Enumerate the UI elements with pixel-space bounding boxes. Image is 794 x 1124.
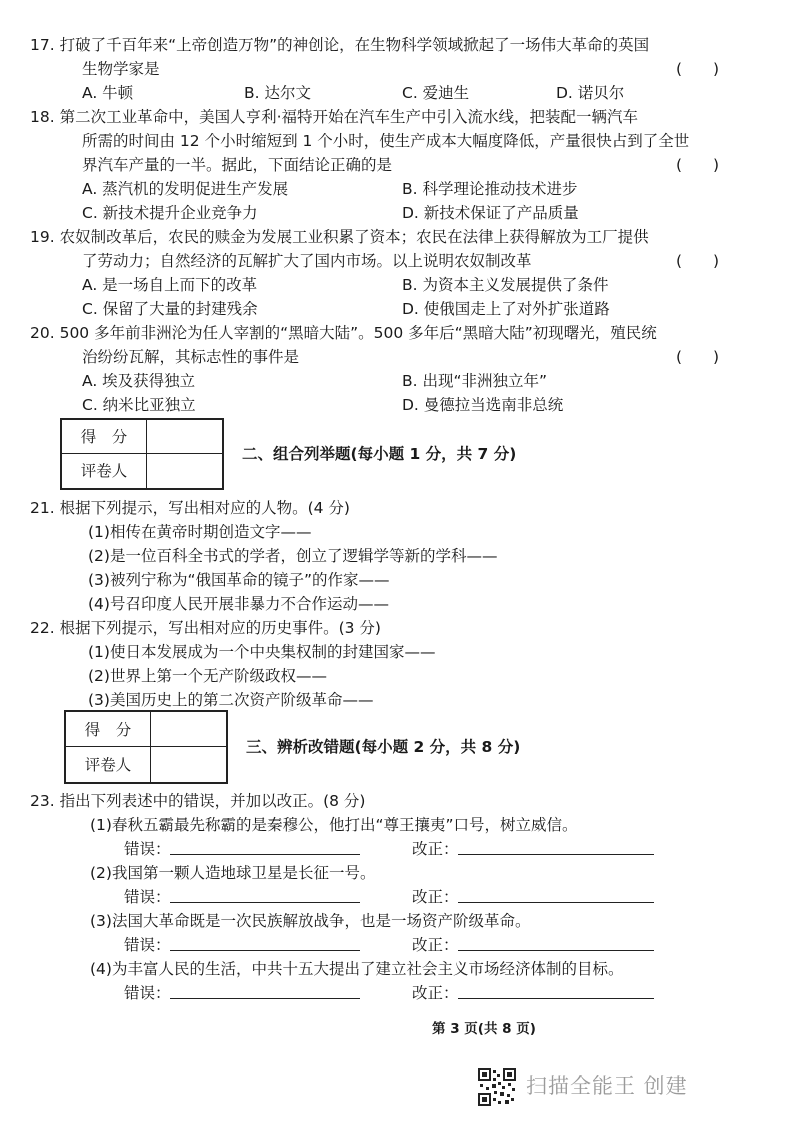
q22-item-2: (2)世界上第一个无产阶级政权——: [88, 667, 327, 685]
score-box-divider: [62, 453, 222, 454]
q22-stem: 22. 根据下列提示，写出相对应的历史事件。(3 分): [30, 619, 381, 637]
score-field[interactable]: [148, 420, 222, 453]
q21-item-1: (1)相传在黄帝时期创造文字——: [88, 523, 312, 541]
q19-stem-line1: 19. 农奴制改革后，农民的赎金为发展工业积累了资本；农民在法律上获得解放为工厂提供: [30, 228, 649, 246]
q21-item-2: (2)是一位百科全书式的学者，创立了逻辑学等新的学科——: [88, 547, 498, 565]
q17-option-a: A. 牛顿: [82, 84, 134, 102]
q21-stem: 21. 根据下列提示，写出相对应的人物。(4 分): [30, 499, 350, 517]
q20-answer-paren[interactable]: ( ): [676, 348, 720, 366]
q20-option-a: A. 埃及获得独立: [82, 372, 196, 390]
q23-3-error-blank[interactable]: [170, 950, 360, 951]
q23-error-label: 错误：: [124, 888, 171, 906]
q22-item-1: (1)使日本发展成为一个中央集权制的封建国家——: [88, 643, 436, 661]
q23-3-fix-blank[interactable]: [458, 950, 654, 951]
q20-option-c: C. 纳米比亚独立: [82, 396, 196, 414]
q17-option-d: D. 诺贝尔: [556, 84, 625, 102]
q17-stem-line2: 生物学家是: [82, 60, 160, 78]
q18-option-c: C. 新技术提升企业竞争力: [82, 204, 258, 222]
grader-field[interactable]: [148, 455, 222, 488]
score-label: 得 分: [84, 721, 132, 739]
q18-option-d: D. 新技术保证了产品质量: [402, 204, 579, 222]
q20-option-b: B. 出现“非洲独立年”: [402, 372, 548, 390]
q17-option-c: C. 爱迪生: [402, 84, 470, 102]
q20-stem-line2: 治纷纷瓦解，其标志性的事件是: [82, 348, 300, 366]
q19-answer-paren[interactable]: ( ): [676, 252, 720, 270]
section3-title: 三、辨析改错题(每小题 2 分，共 8 分): [246, 738, 521, 756]
page-number: 第 3 页(共 8 页): [432, 1021, 536, 1037]
q19-option-b: B. 为资本主义发展提供了条件: [402, 276, 609, 294]
q21-item-4: (4)号召印度人民开展非暴力不合作运动——: [88, 595, 389, 613]
q18-stem-line1: 18. 第二次工业革命中，美国人亨利·福特开始在汽车生产中引入流水线，把装配一辆汽车: [30, 108, 639, 126]
q23-fix-label: 改正：: [412, 840, 459, 858]
score-label: 得 分: [80, 428, 128, 446]
q23-item-3: (3)法国大革命既是一次民族解放战争，也是一场资产阶级革命。: [90, 912, 531, 930]
section2-title: 二、组合列举题(每小题 1 分，共 7 分): [242, 445, 517, 463]
score-box-divider: [150, 712, 151, 782]
q23-stem: 23. 指出下列表述中的错误，并加以改正。(8 分): [30, 792, 366, 810]
q18-answer-paren[interactable]: ( ): [676, 156, 720, 174]
q23-error-label: 错误：: [124, 840, 171, 858]
q23-item-2: (2)我国第一颗人造地球卫星是长征一号。: [90, 864, 376, 882]
q23-4-fix-blank[interactable]: [458, 998, 654, 999]
q23-fix-label: 改正：: [412, 888, 459, 906]
score-box-divider: [66, 746, 226, 747]
q18-stem-line2: 所需的时间由 12 个小时缩短到 1 个小时，使生产成本大幅度降低，产量很快占到了全世: [82, 132, 690, 150]
score-box-section3: [64, 710, 228, 784]
q17-option-b: B. 达尔文: [244, 84, 311, 102]
q19-stem-line2: 了劳动力；自然经济的瓦解扩大了国内市场。以上说明农奴制改革: [82, 252, 532, 270]
q23-item-4: (4)为丰富人民的生活，中共十五大提出了建立社会主义市场经济体制的目标。: [90, 960, 624, 978]
q17-answer-paren[interactable]: ( ): [676, 60, 720, 78]
score-field[interactable]: [152, 712, 226, 746]
q23-error-label: 错误：: [124, 984, 171, 1002]
q21-item-3: (3)被列宁称为“俄国革命的镜子”的作家——: [88, 571, 390, 589]
q23-1-error-blank[interactable]: [170, 854, 360, 855]
q20-option-d: D. 曼德拉当选南非总统: [402, 396, 564, 414]
q23-2-error-blank[interactable]: [170, 902, 360, 903]
q18-option-b: B. 科学理论推动技术进步: [402, 180, 578, 198]
q23-item-1: (1)春秋五霸最先称霸的是秦穆公，他打出“尊王攘夷”口号，树立威信。: [90, 816, 578, 834]
grader-label: 评卷人: [80, 462, 128, 480]
q19-option-d: D. 使俄国走上了对外扩张道路: [402, 300, 610, 318]
q17-stem-line1: 17. 打破了千百年来“上帝创造万物”的神创论，在生物科学领域掀起了一场伟大革命的英国: [30, 36, 650, 54]
grader-label: 评卷人: [84, 756, 132, 774]
q19-option-c: C. 保留了大量的封建残余: [82, 300, 258, 318]
q23-4-error-blank[interactable]: [170, 998, 360, 999]
q22-item-3: (3)美国历史上的第二次资产阶级革命——: [88, 691, 374, 709]
grader-field[interactable]: [152, 748, 226, 782]
q18-option-a: A. 蒸汽机的发明促进生产发展: [82, 180, 289, 198]
q23-fix-label: 改正：: [412, 936, 459, 954]
qr-code-icon: [478, 1068, 516, 1106]
q23-fix-label: 改正：: [412, 984, 459, 1002]
q20-stem-line1: 20. 500 多年前非洲沦为任人宰割的“黑暗大陆”。500 多年后“黑暗大陆”初现曙光，殖民统: [30, 324, 657, 342]
q19-option-a: A. 是一场自上而下的改革: [82, 276, 258, 294]
q23-2-fix-blank[interactable]: [458, 902, 654, 903]
q23-1-fix-blank[interactable]: [458, 854, 654, 855]
q18-stem-line3: 界汽车产量的一半。据此，下面结论正确的是: [82, 156, 393, 174]
score-box-section2: [60, 418, 224, 490]
q23-error-label: 错误：: [124, 936, 171, 954]
score-box-divider: [146, 420, 147, 488]
scanner-watermark: 扫描全能王 创建: [526, 1074, 688, 1098]
